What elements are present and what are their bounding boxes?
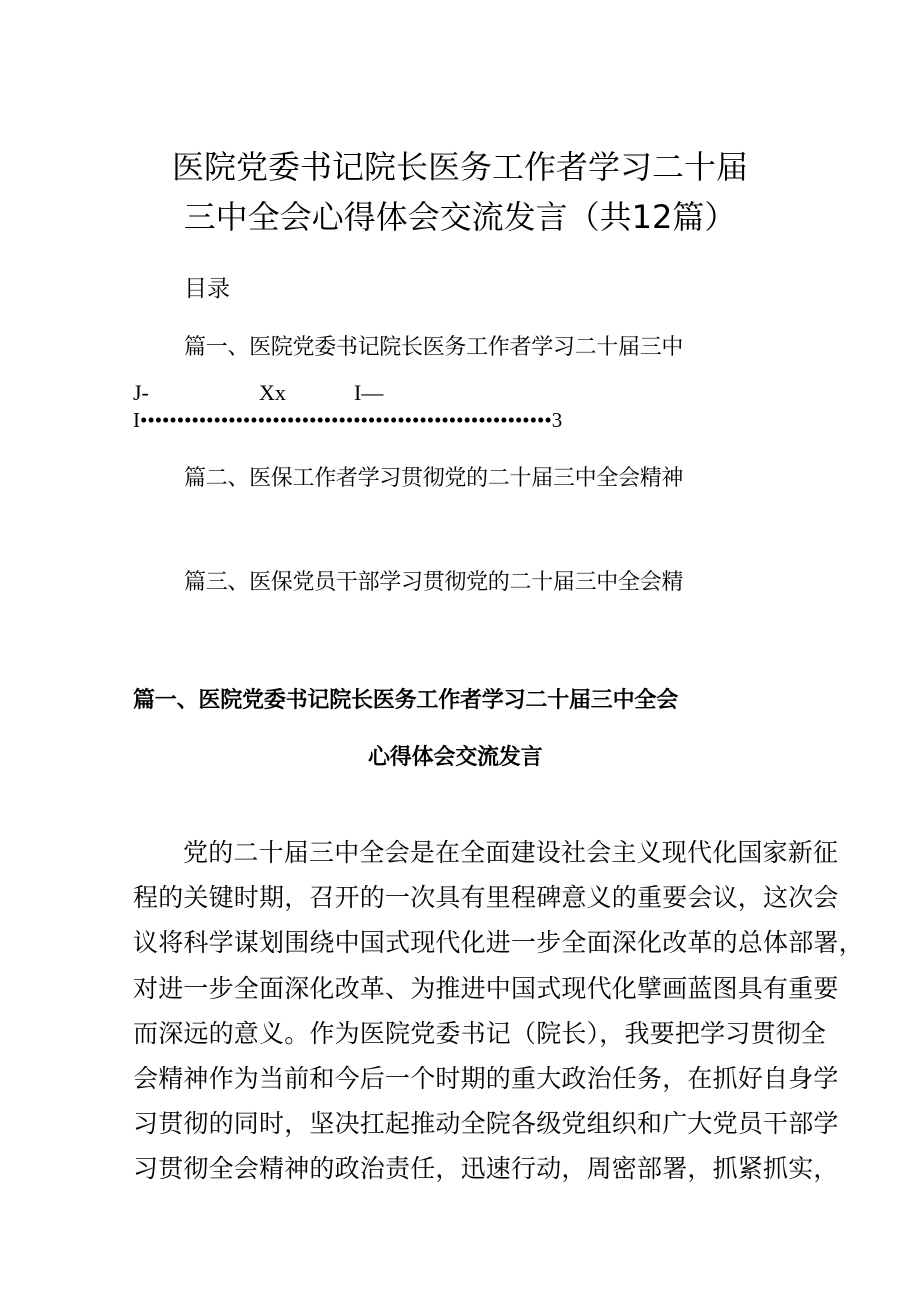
toc-item-2[interactable]: 篇二、医保工作者学习贯彻党的二十届三中全会精神 (184, 466, 684, 491)
toc-item-3[interactable]: 篇三、医保党员干部学习贯彻党的二十届三中全会精 (184, 570, 684, 595)
toc-garbled-b: Xx (259, 380, 286, 405)
body-line: 党的二十届三中全会是在全面建设社会主义现代化国家新征 (183, 838, 839, 867)
toc-garbled-c: I— (354, 380, 384, 405)
section-title-line-2: 心得体会交流发言 (368, 745, 543, 770)
document-title-line-1: 医院党委书记院长医务工作者学习二十届 (171, 148, 748, 186)
toc-leader-dots: •••••••••••••••••••••••••••••••••••••••••••••••••••••••• (140, 408, 552, 432)
body-line: 会精神作为当前和今后一个时期的重大政治任务，在抓好自身学 (133, 1063, 839, 1093)
document-title-line-2: 三中全会心得体会交流发言（共12篇） (183, 198, 737, 236)
section-title-line-1: 篇一、医院党委书记院长医务工作者学习二十届三中全会 (133, 688, 679, 713)
toc-item-1[interactable]: 篇一、医院党委书记院长医务工作者学习二十届三中 (184, 335, 684, 360)
body-line: 而深远的意义。作为医院党委书记（院长），我要把学习贯彻全 (133, 1018, 827, 1048)
toc-garbled-a: J- (133, 380, 149, 405)
toc-leader-prefix: I (133, 408, 140, 432)
body-line: 习贯彻全会精神的政治责任，迅速行动，周密部署，抓紧抓实， (133, 1154, 839, 1184)
body-line: 对进一步全面深化改革、为推进中国式现代化擘画蓝图具有重要 (133, 973, 839, 1003)
toc-heading: 目录 (184, 276, 230, 302)
body-line: 议将科学谋划围绕中国式现代化进一步全面深化改革的总体部署， (133, 928, 864, 958)
toc-leader-line (133, 408, 562, 433)
body-line: 习贯彻的同时，坚决扛起推动全院各级党组织和广大党员干部学 (133, 1109, 839, 1139)
body-paragraph (133, 830, 864, 1192)
toc-page-number: 3 (551, 408, 563, 432)
body-line: 程的关键时期，召开的一次具有里程碑意义的重要会议，这次会 (133, 883, 839, 913)
